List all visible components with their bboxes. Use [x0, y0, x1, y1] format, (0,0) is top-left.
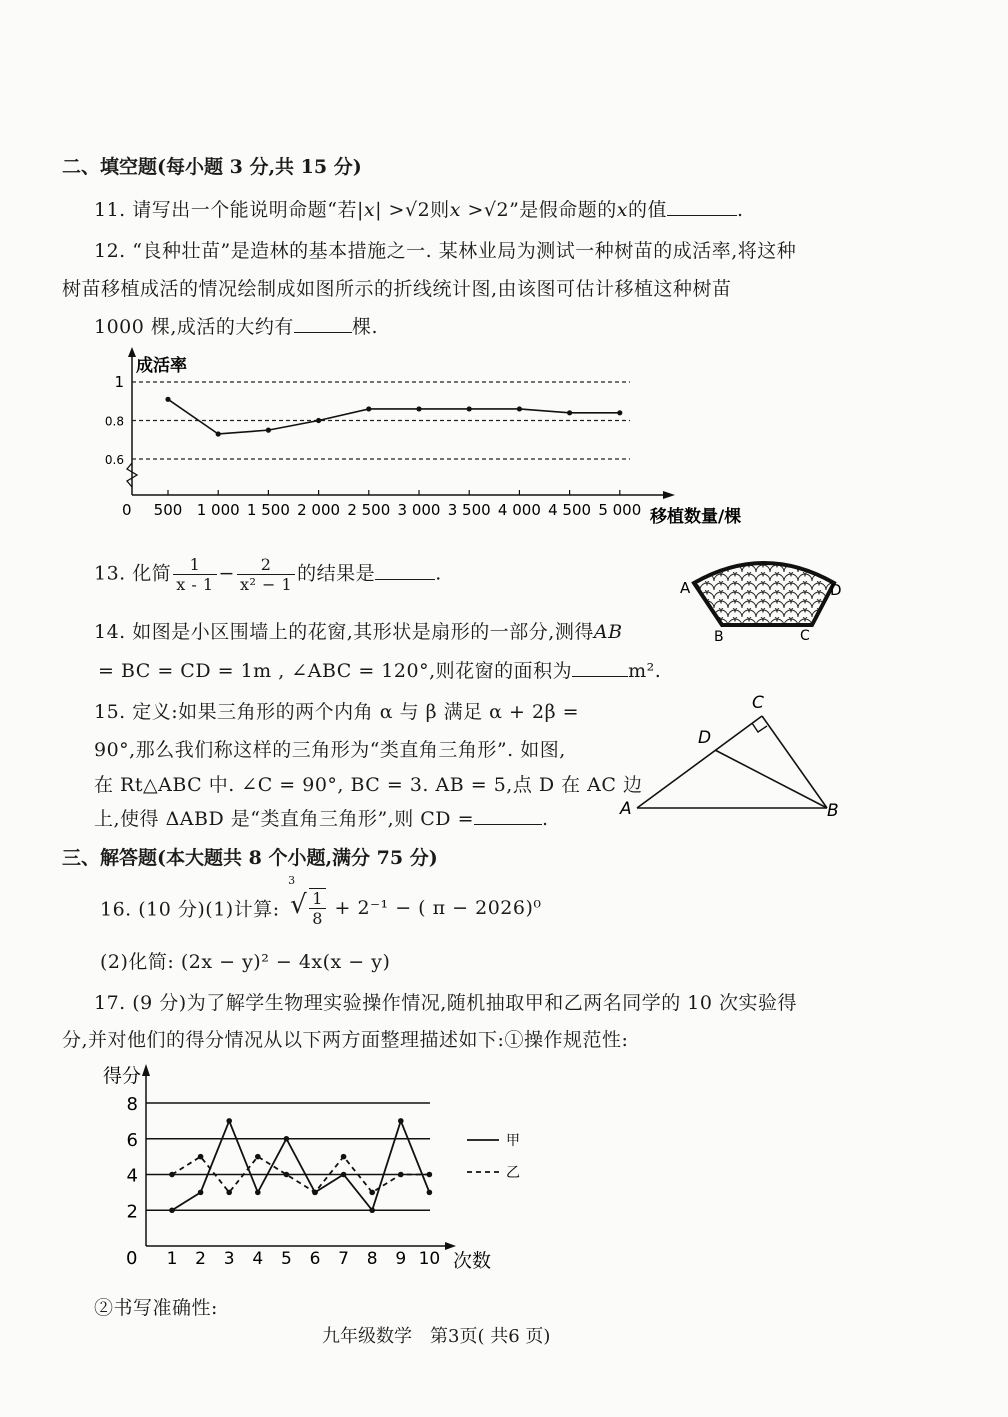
q16-part1 — [100, 874, 542, 928]
data-point — [284, 1172, 290, 1178]
data-point — [312, 1190, 318, 1196]
y-tick-label: 0.8 — [104, 414, 124, 429]
q12-line3-before: 1000 棵,成活的大约有 — [94, 316, 294, 338]
y-axis-label: 成活率 — [136, 356, 187, 376]
fig15-label-A: A — [620, 799, 632, 819]
fig15-label-D: D — [698, 728, 712, 748]
q15-line3: 在 Rt△ABC 中. ∠C = 90°, BC = 3. AB = 5,点 D 在 AC 边 — [94, 774, 643, 796]
data-point — [255, 1190, 261, 1196]
q16-expr-rest: + 2⁻¹ − ( π − 2026)⁰ — [334, 897, 542, 919]
data-point — [567, 410, 572, 415]
right-angle-mark — [752, 723, 767, 732]
q15-line4 — [94, 804, 549, 831]
data-point — [416, 406, 421, 411]
q11-end: . — [737, 199, 744, 221]
data-point — [226, 1190, 232, 1196]
q12-line3-after: 棵. — [351, 316, 378, 338]
q16-fraction — [309, 888, 326, 928]
x-tick-label: 3 — [223, 1249, 235, 1269]
q15-line2: 90°,那么我们称这样的三角形为“类直角三角形”. 如图, — [94, 739, 566, 761]
q14-answer-blank[interactable] — [572, 660, 628, 677]
q15-answer-blank[interactable] — [474, 808, 542, 825]
data-point — [169, 1207, 175, 1213]
q13-f2-denominator: x² − 1 — [239, 575, 293, 594]
q14-line1 — [94, 617, 623, 644]
data-point — [398, 1118, 404, 1124]
y-tick-label: 8 — [126, 1094, 138, 1115]
y-tick-label: 1 — [114, 373, 124, 391]
q12-line3 — [94, 312, 378, 339]
q12-answer-blank[interactable] — [294, 316, 352, 333]
x-tick-label: 2 000 — [297, 501, 341, 519]
data-point — [169, 1172, 175, 1178]
q16-part1-label: 16. (10 分)(1)计算: — [100, 898, 280, 921]
q12-line1: 12. “良种壮苗”是造林的基本措施之一. 某林业局为测试一种树苗的成活率,将这种 — [94, 240, 797, 262]
data-point — [369, 1190, 375, 1196]
q16-root-index: 3 — [288, 874, 296, 887]
y-tick-label: 4 — [126, 1165, 138, 1187]
q16-part2: (2)化简: (2x − y)² − 4x(x − y) — [100, 951, 391, 973]
q11-then: 则 — [430, 199, 450, 221]
q13-fraction-1 — [173, 555, 216, 594]
q11-abs: | > — [375, 199, 405, 221]
q11-var-x: x — [363, 199, 376, 221]
flower-window-shape — [694, 563, 834, 625]
q14-line2 — [98, 656, 661, 683]
data-point — [366, 406, 371, 411]
data-point — [198, 1154, 204, 1160]
x-tick-label: 10 — [418, 1249, 441, 1269]
score-chart — [95, 1058, 535, 1273]
data-point — [266, 428, 271, 433]
x-tick-label: 1 000 — [196, 501, 240, 519]
q17-line1: 17. (9 分)为了解学生物理实验操作情况,随机抽取甲和乙两名同学的 10 次实验得 — [94, 992, 798, 1014]
q14-AB: AB — [593, 621, 623, 643]
fig14-label-A: A — [680, 579, 691, 597]
x-tick-label: 4 500 — [548, 501, 592, 519]
x-tick-label: 9 — [395, 1249, 407, 1269]
x-tick-label: 5 000 — [598, 501, 642, 519]
y-axis-arrow — [128, 347, 136, 357]
x-tick-label: 4 000 — [497, 501, 541, 519]
survival-rate-line — [168, 399, 620, 434]
q11-var-x2: x — [449, 199, 461, 221]
q16-frac-numerator: 1 — [309, 889, 326, 909]
q13-minus: − — [218, 562, 235, 585]
data-point — [316, 418, 321, 423]
q13-fraction-2 — [237, 555, 295, 594]
q13-f2-numerator: 2 — [237, 555, 295, 575]
x-tick-label: 500 — [153, 501, 183, 519]
data-point — [198, 1190, 204, 1196]
question-13 — [94, 555, 442, 594]
q11-text-before: 11. 请写出一个能说明命题“若| — [94, 199, 364, 221]
q16-frac-denominator: 8 — [312, 909, 323, 928]
q15-line4-after: . — [542, 808, 549, 830]
q11-tail: 的值 — [628, 199, 668, 221]
y-axis-arrow — [142, 1064, 150, 1076]
x-tick-label: 3 000 — [397, 501, 441, 519]
q14-line2-text: = BC = CD = 1m , ∠ABC = 120°,则花窗的面积为 — [98, 660, 573, 682]
y-tick-label: 2 — [126, 1201, 138, 1223]
fig15-label-B: B — [827, 801, 839, 821]
legend-label: 乙 — [506, 1165, 520, 1181]
data-point — [467, 406, 472, 411]
fig14-label-B: B — [714, 629, 724, 645]
y-axis-label: 得分 — [103, 1065, 142, 1087]
q11-text-after: ”是假命题的 — [509, 199, 617, 221]
fig15-label-C: C — [752, 693, 764, 713]
q11-sqrt2-b: √2 — [483, 199, 510, 221]
data-point — [398, 1172, 404, 1178]
page-footer: 九年级数学 第3页( 共6 页) — [322, 1326, 551, 1347]
legend-label: 甲 — [506, 1133, 520, 1149]
series-line-jia — [172, 1121, 429, 1210]
x-axis-label: 移植数量/棵 — [650, 507, 742, 527]
q13-end: . — [435, 562, 442, 585]
q17-part2-label: ②书写准确性: — [94, 1297, 218, 1319]
survival-rate-chart — [95, 345, 775, 535]
x-tick-label: 1 500 — [246, 501, 290, 519]
data-point — [517, 406, 522, 411]
origin-label: 0 — [126, 1248, 138, 1269]
q11-sqrt2-a: √2 — [404, 199, 431, 221]
data-point — [369, 1207, 375, 1213]
q15-line4-before: 上,使得 ΔABD 是“类直角三角形”,则 CD = — [94, 808, 474, 830]
x-tick-label: 4 — [252, 1249, 264, 1269]
data-point — [216, 431, 221, 436]
fig14-label-C: C — [800, 628, 810, 644]
x-axis-arrow — [445, 1242, 456, 1250]
x-tick-label: 8 — [366, 1249, 378, 1269]
x-tick-label: 1 — [166, 1249, 178, 1269]
x-tick-label: 7 — [338, 1249, 350, 1269]
question-11 — [94, 195, 744, 222]
q15-line1: 15. 定义:如果三角形的两个内角 α 与 β 满足 α + 2β = — [94, 701, 580, 723]
q12-line2: 树苗移植成活的情况绘制成如图所示的折线统计图,由该图可估计移植这种树苗 — [62, 278, 732, 300]
data-point — [427, 1172, 433, 1178]
q13-f1-denominator: x - 1 — [176, 575, 214, 594]
segment-DB — [715, 750, 827, 808]
data-point — [617, 410, 622, 415]
data-point — [427, 1190, 433, 1196]
data-point — [255, 1154, 261, 1160]
x-tick-label: 2 500 — [347, 501, 391, 519]
flower-window-figure — [672, 545, 857, 645]
x-tick-label: 5 — [280, 1249, 292, 1269]
x-axis-arrow — [663, 491, 675, 499]
data-point — [341, 1172, 347, 1178]
q13-label: 13. 化简 — [94, 562, 172, 585]
fig14-label-D: D — [830, 581, 842, 599]
x-axis-label: 次数 — [453, 1250, 492, 1272]
q11-gt: > — [460, 199, 484, 221]
radical-sign-icon: √ — [290, 890, 308, 920]
q14-line1-text: 14. 如图是小区围墙上的花窗,其形状是扇形的一部分,测得 — [94, 621, 594, 643]
section-3-title: 三、解答题(本大题共 8 个小题,满分 75 分) — [62, 847, 438, 869]
x-tick-label: 2 — [195, 1249, 207, 1269]
triangle-figure — [612, 688, 852, 823]
q11-answer-blank[interactable] — [667, 199, 737, 216]
q17-line2: 分,并对他们的得分情况从以下两方面整理描述如下:①操作规范性: — [62, 1029, 629, 1051]
q11-var-x3: x — [616, 199, 629, 221]
data-point — [226, 1118, 232, 1124]
y-tick-label: 6 — [126, 1129, 138, 1151]
y-tick-label: 0.6 — [104, 453, 124, 467]
origin-label: 0 — [122, 501, 132, 519]
x-tick-label: 6 — [309, 1249, 321, 1269]
q13-answer-blank[interactable] — [375, 563, 435, 580]
q13-f1-numerator: 1 — [173, 555, 216, 575]
side-CB — [762, 716, 827, 808]
data-point — [284, 1136, 290, 1142]
data-point — [341, 1154, 347, 1160]
q16-cube-root — [288, 874, 328, 928]
section-2-title: 二、填空题(每小题 3 分,共 15 分) — [62, 156, 362, 178]
q13-after: 的结果是 — [297, 562, 376, 585]
data-point — [165, 397, 170, 402]
q14-unit: m². — [628, 660, 662, 682]
x-tick-label: 3 500 — [447, 501, 491, 519]
